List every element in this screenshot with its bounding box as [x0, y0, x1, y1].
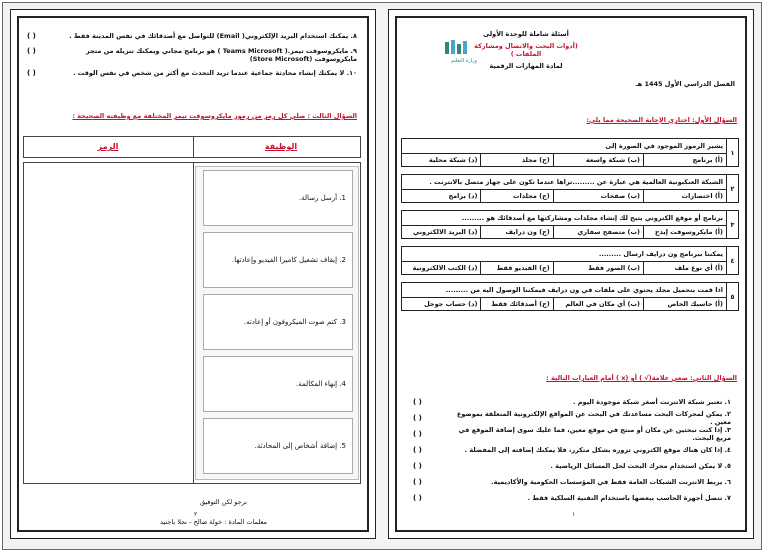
question-stem-row	[402, 211, 739, 226]
page-header	[401, 24, 741, 106]
question-number: ٤	[727, 247, 739, 275]
page-number: ٢	[194, 511, 198, 518]
list-item	[413, 442, 731, 458]
question-stem: اذا قمت بتحميل مجلد يحتوي على ملفات في ون درايف فيمكننا الوصول اليه من .........	[402, 283, 727, 298]
function-item: 4. إنهاء المكالمة.	[203, 356, 353, 412]
answer-option: (ب) متصفح سفاري	[553, 226, 643, 239]
options-row	[402, 190, 739, 203]
matching-table	[23, 136, 361, 496]
answer-option: (ب) الصور فقط	[553, 262, 643, 275]
question-number: ١	[727, 139, 739, 167]
question-stem-row	[402, 139, 739, 154]
question-stem: برنامج أو موقع الكتروني يتيح لك إنشاء مجلدات ومشاركتها مع أصدقائك هو .........	[402, 211, 727, 226]
ministry-logo	[407, 38, 477, 68]
col-function-header: الوظيفة	[264, 142, 298, 151]
page-1-border	[395, 16, 747, 532]
answer-option: (أ) أي نوع ملف	[643, 262, 726, 275]
answer-option: (ج) ون درايف	[481, 226, 553, 239]
question-stem-row	[402, 283, 739, 298]
answer-option: (ج) مجلد	[481, 154, 553, 167]
page-title: أسئلة شاملة للوحدة الأولى	[483, 30, 569, 38]
question-stem: يمكننا ببرنامج ون درايف ارسال .........	[402, 247, 727, 262]
options-row	[402, 262, 739, 275]
term-label: الفصل الدراسي الأول 1445 هـ	[635, 80, 735, 88]
question-number: ٥	[727, 283, 739, 311]
answer-paren: ( )	[413, 445, 422, 454]
function-item: 2. إيقاف تشغيل كاميرا الفيديو وإعادتها.	[203, 232, 353, 288]
answer-option: (د) البريد الالكتروني	[402, 226, 481, 239]
mcq-table	[401, 138, 739, 311]
list-item: ٨. يمكنك استخدام البريد الإلكتروني( Email) للتواصل مع أصدقائك في نفس المدينة فقط . ( )	[27, 32, 357, 40]
closing-text: نرجو لكن التوفيق	[199, 498, 247, 506]
answer-option: (أ) برنامج	[643, 154, 726, 167]
answer-option: (أ) مايكروسوفت إيدج	[643, 226, 726, 239]
question-stem-row	[402, 247, 739, 262]
options-row	[402, 154, 739, 167]
answer-paren: ( )	[413, 429, 422, 438]
col-symbol-header: الرمز	[97, 142, 119, 151]
question-stem: الشبكة العنكبوتية العالمية هي عبارة عن .........تراها عندما تكون على جهاز متصل بالانترنت .	[402, 175, 727, 190]
page-2	[10, 9, 376, 539]
answer-option: (د) حساب جوجل	[402, 298, 481, 311]
statement-text: ٦. يربط الانترنت الشبكات العامة فقط في المؤسسات الحكومية والأكاديمية.	[491, 477, 731, 486]
list-item: ٩. مايكروسوفت تيمز.( Teams Microsoft ) هو برنامج مجاني ويمكنك تنزيله من متجر مايكروسوفت (Store Microsoft) ( )	[27, 46, 357, 63]
statement-text: ١. تعتبر شبكة الانترنت أصغر شبكة موجودة اليوم .	[573, 397, 731, 406]
answer-option: (ب) صفحات	[553, 190, 643, 203]
answer-option: (د) الكتب الالكترونية	[402, 262, 481, 275]
answer-option: (ج) الفيديو فقط	[481, 262, 553, 275]
logo-text: وزارة التعليم	[450, 58, 477, 64]
function-item: 5. إضافة أشخاص إلى المحادثة.	[203, 418, 353, 474]
answer-paren: ( )	[413, 461, 422, 470]
answer-option: (ب) أي مكان في العالم	[553, 298, 643, 311]
statement-text: ٣. إذا كنت تبحثين عن مكان أو منتج في موقع معين، فما عليك سوى إضافة الموقع في مربع البحث.	[458, 425, 731, 442]
answer-paren: ( )	[413, 397, 422, 406]
ministry-logo-icon	[443, 38, 471, 58]
answer-paren: ( )	[413, 493, 422, 502]
list-item	[413, 490, 731, 506]
function-item: 1. أرسل رسالة.	[203, 170, 353, 226]
list-item	[413, 410, 731, 426]
q1-title: السؤال الأول: اختاري الإجابة الصحيحة مما يلي:	[586, 116, 737, 124]
answer-option: (ب) شبكة واسعة	[553, 154, 643, 167]
answer-option: (د) شبكة محلية	[402, 154, 481, 167]
question-stem-row	[402, 175, 739, 190]
tf-list	[413, 394, 731, 506]
q3-title: السؤال الثالث : صلي كل رمز من رموز مايكروسوفت تيمز المختلفة مع وظيفته الصحيحة :	[72, 112, 357, 120]
teachers-text: معلمات المادة : خولة صالح - نجلا باجنيد	[160, 518, 267, 526]
answer-option: (ج) أصدقائك فقط	[481, 298, 553, 311]
question-number: ٢	[727, 175, 739, 203]
answer-option: (د) برامج	[402, 190, 481, 203]
q2-title: السؤال الثاني: ضعي علامة(√ ) أو (x ) أمام العبارات التالية :	[546, 374, 737, 382]
options-row	[402, 298, 739, 311]
statement-text: ٤. إذا كان هناك موقع الكتروني تزوره بشكل متكرر، فلا يمكنك إضافته إلى المفضلة .	[464, 445, 731, 454]
statement-text: ٧. تتصل أجهزة الحاسب ببعضها باستخدام التقنية السلكية فقط .	[527, 493, 731, 502]
list-item	[413, 474, 731, 490]
question-number: ٣	[727, 211, 739, 239]
list-item: ١٠. لا يمكنك إنشاء محادثة جماعية عندما تريد التحدث مع أكثر من شخص في نفس الوقت . ( )	[27, 69, 357, 77]
answer-option: (أ) حاسبك الخاص	[643, 298, 726, 311]
answer-option: (أ) اختصارات	[643, 190, 726, 203]
unit-title: (أدوات البحث والاتصال ومشاركة الملفات )	[474, 42, 578, 59]
subject-title: لمادة المهارات الرقمية	[489, 62, 563, 71]
page-number: ١	[572, 511, 576, 518]
statement-text: ٥. لا يمكن استخدام محرك البحث لحل المسائل الرياضية .	[550, 461, 731, 470]
options-row	[402, 226, 739, 239]
list-item	[413, 426, 731, 442]
function-item: 3. كتم صوت الميكروفون أو إعادته.	[203, 294, 353, 350]
list-item	[413, 458, 731, 474]
answer-option: (ج) مجلدات	[481, 190, 553, 203]
tf-continued-list	[27, 32, 357, 84]
list-item	[413, 394, 731, 410]
answer-paren: ( )	[413, 477, 422, 486]
statement-text: ٢. يمكن لمحركات البحث مساعدتك في البحث عن المواقع الإلكترونية المتعلقة بموضوع معين .	[456, 409, 731, 426]
page-2-border	[17, 16, 369, 532]
answer-paren: ( )	[413, 413, 422, 422]
page-1	[388, 9, 754, 539]
question-stem: يشير الرموز الموجود في الصورة إلى	[402, 139, 727, 154]
